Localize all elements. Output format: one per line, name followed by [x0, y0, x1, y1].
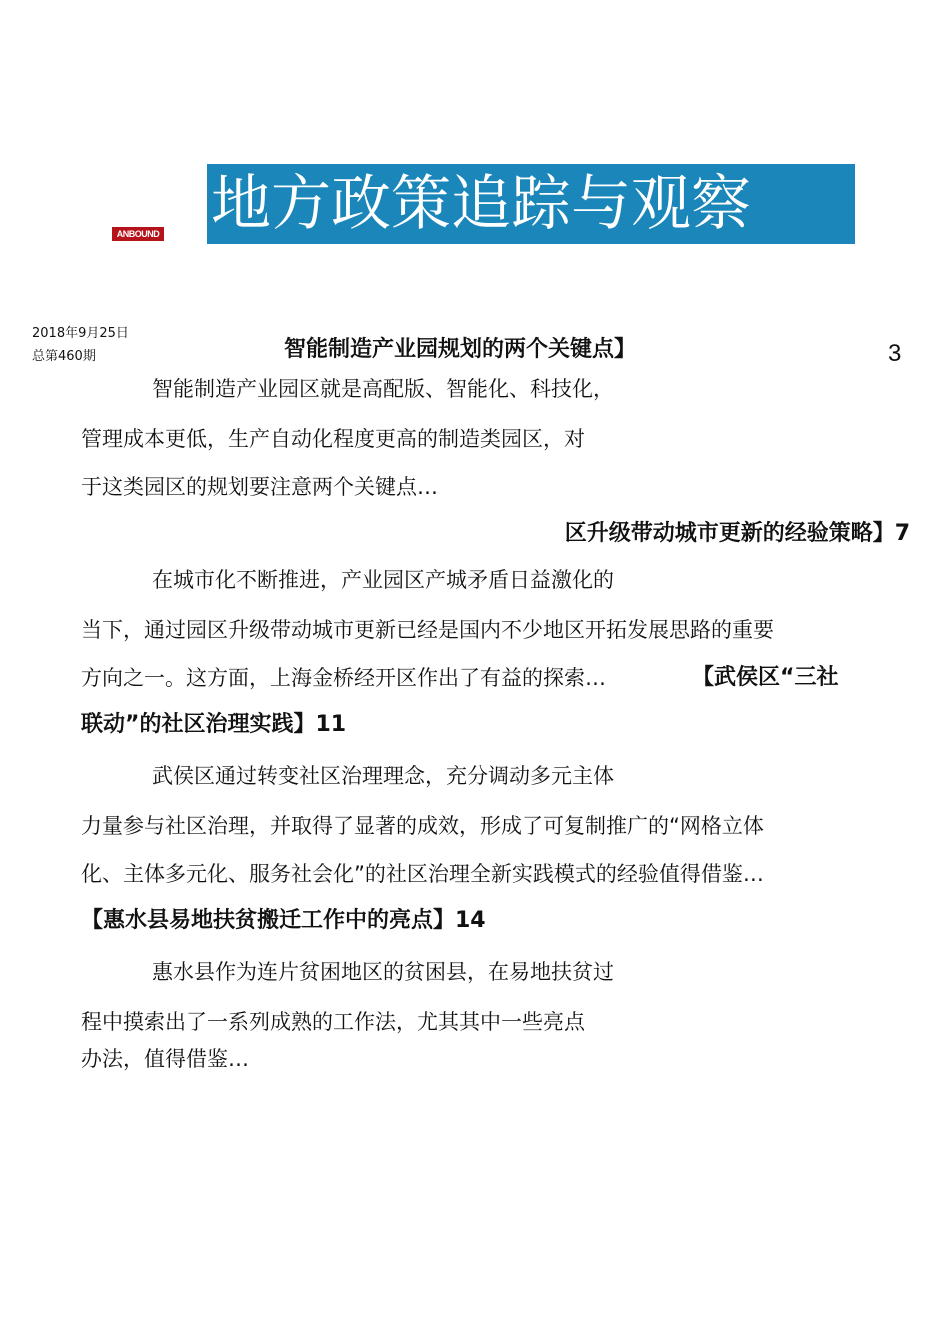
entry-summary-line: 当下，通过园区升级带动城市更新已经是国内不少地区开拓发展思路的重要: [81, 618, 774, 642]
page-title: 地方政策追踪与观察: [207, 164, 855, 244]
entry-title: 区升级带动城市更新的经验策略】7: [564, 521, 910, 546]
entry-summary-line: 于这类园区的规划要注意两个关键点…: [81, 475, 438, 499]
entry-summary-line: 智能制造产业园区就是高配版、智能化、科技化，: [152, 377, 614, 401]
entry-title: 【惠水县易地扶贫搬迁工作中的亮点】14: [81, 908, 486, 933]
entry-summary-line: 化、主体多元化、服务社会化”的社区治理全新实践模式的经验值得借鉴…: [81, 862, 764, 886]
anbound-logo: ANBOUND: [112, 227, 164, 241]
entry-summary-line: 惠水县作为连片贫困地区的贫困县，在易地扶贫过: [152, 960, 614, 984]
entry-summary-line: 在城市化不断推进，产业园区产城矛盾日益激化的: [152, 568, 614, 592]
entry-summary-line: 办法，值得借鉴…: [81, 1047, 249, 1071]
entry-summary-line: 方向之一。这方面，上海金桥经开区作出了有益的探索…: [81, 666, 606, 690]
entry-title: 联动”的社区治理实践】11: [81, 712, 347, 737]
issue-date: 2018年9月25日: [32, 326, 129, 341]
entry-summary-line: 武侯区通过转变社区治理理念，充分调动多元主体: [152, 764, 614, 788]
entry-page-number: 3: [888, 340, 902, 367]
issue-number: 总第460期: [32, 349, 96, 364]
entry-summary-line: 管理成本更低，生产自动化程度更高的制造类园区，对: [81, 427, 585, 451]
entry-summary-line: 程中摸索出了一系列成熟的工作法，尤其其中一些亮点: [81, 1010, 585, 1034]
entry-title-start: 【武侯区“三社: [692, 665, 839, 690]
entry-title: 智能制造产业园规划的两个关键点】: [284, 337, 637, 362]
entry-summary-line: 力量参与社区治理，并取得了显著的成效，形成了可复制推广的“网格立体: [81, 814, 764, 838]
